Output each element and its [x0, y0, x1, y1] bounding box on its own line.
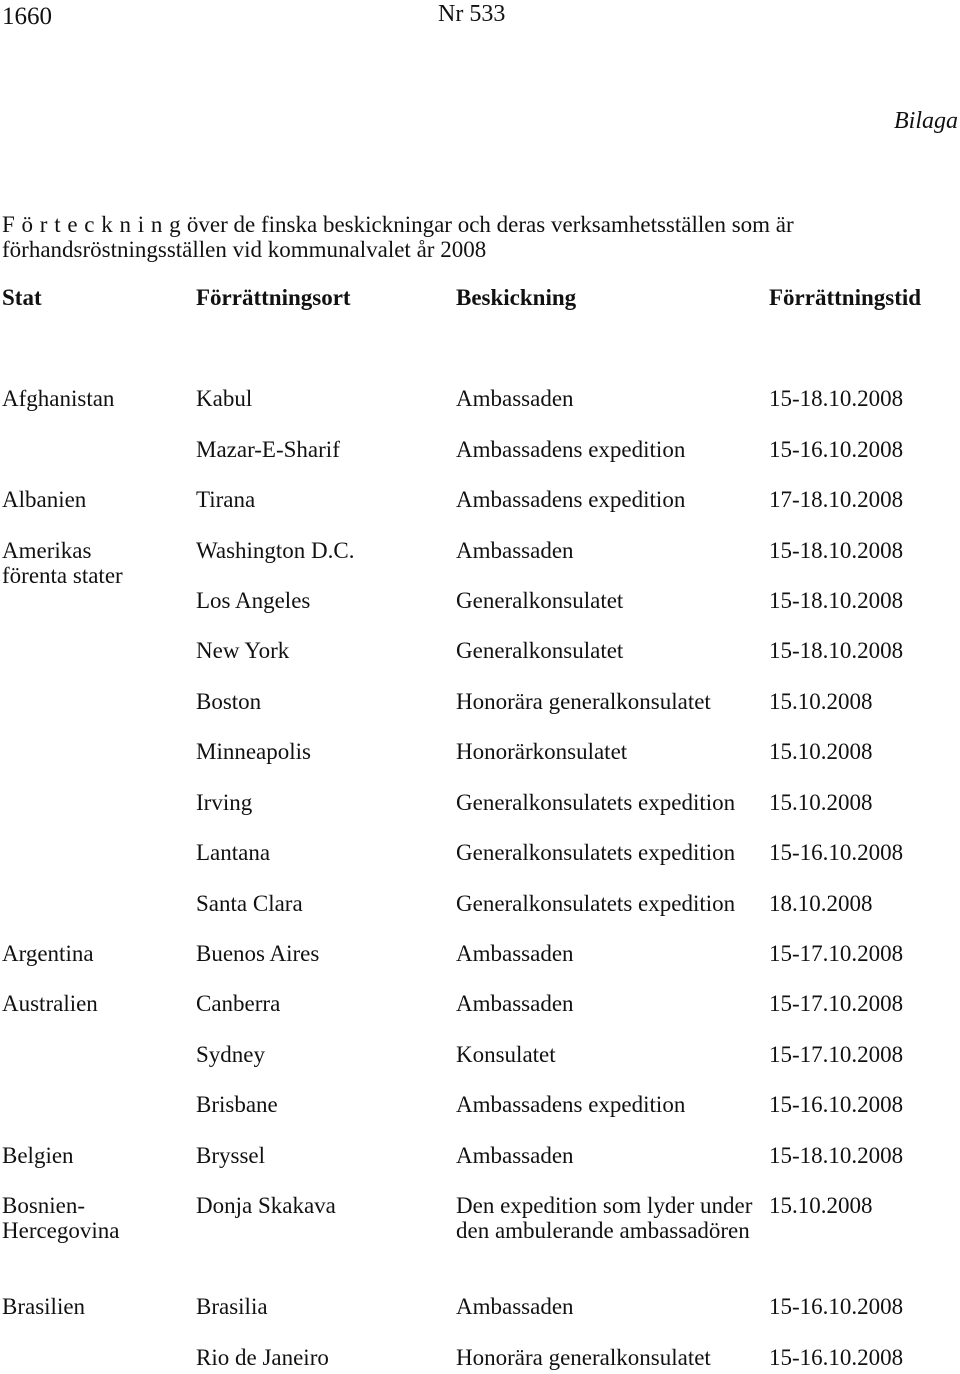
place-cell: Buenos Aires — [196, 941, 320, 966]
place-cell: Los Angeles — [196, 588, 311, 613]
place-cell: Sydney — [196, 1042, 265, 1067]
state-cell: Albanien — [2, 487, 87, 512]
column-header-state: Stat — [2, 285, 42, 310]
time-cell: 15-16.10.2008 — [769, 1345, 904, 1370]
mission-cell: Honorära generalkonsulatet — [456, 689, 711, 714]
time-cell: 15.10.2008 — [769, 790, 873, 815]
mission-cell: Ambassaden — [456, 386, 574, 411]
appendix-label: Bilaga — [894, 108, 958, 134]
time-cell: 15.10.2008 — [769, 1193, 873, 1218]
time-cell: 15-16.10.2008 — [769, 437, 904, 462]
time-cell: 15-18.10.2008 — [769, 1143, 904, 1168]
mission-cell: Ambassadens expedition — [456, 1092, 686, 1117]
column-header-mission: Beskickning — [456, 285, 577, 310]
time-cell: 15-16.10.2008 — [769, 1092, 904, 1117]
place-cell: Donja Skakava — [196, 1193, 336, 1218]
mission-cell: Ambassaden — [456, 941, 574, 966]
time-cell: 15-16.10.2008 — [769, 1294, 904, 1319]
place-cell: Minneapolis — [196, 739, 311, 764]
place-cell: Lantana — [196, 840, 271, 865]
mission-cell: Generalkonsulatet — [456, 588, 624, 613]
place-cell: Brasilia — [196, 1294, 268, 1319]
time-cell: 15-17.10.2008 — [769, 941, 904, 966]
time-cell: 15.10.2008 — [769, 739, 873, 764]
place-cell: Boston — [196, 689, 262, 714]
time-cell: 15-17.10.2008 — [769, 991, 904, 1016]
time-cell: 18.10.2008 — [769, 891, 873, 916]
mission-cell: Ambassadens expedition — [456, 487, 686, 512]
place-cell: Brisbane — [196, 1092, 278, 1117]
place-cell: Irving — [196, 790, 253, 815]
mission-cell: Ambassaden — [456, 1143, 574, 1168]
mission-cell: Ambassaden — [456, 1294, 574, 1319]
place-cell: Santa Clara — [196, 891, 303, 916]
page-number: 1660 — [2, 3, 52, 30]
document-title — [2, 212, 932, 262]
mission-cell: Generalkonsulatets expedition — [456, 790, 736, 815]
mission-cell: Ambassaden — [456, 991, 574, 1016]
column-header-time: Förrättningstid — [769, 285, 922, 310]
mission-cell: Den expedition som lyder under den ambulerande ambassadören — [456, 1193, 753, 1243]
time-cell: 15-17.10.2008 — [769, 1042, 904, 1067]
title-text: över de finska beskickningar och deras verksamhetsställen som är förhandsröstningsställen vid kommunalvalet år 2008 — [2, 212, 794, 262]
mission-cell: Generalkonsulatets expedition — [456, 891, 736, 916]
state-cell: Bosnien-Hercegovina — [2, 1193, 120, 1243]
time-cell: 15.10.2008 — [769, 689, 873, 714]
mission-cell: Ambassadens expedition — [456, 437, 686, 462]
state-cell: Belgien — [2, 1143, 74, 1168]
place-cell: New York — [196, 638, 290, 663]
state-cell: Afghanistan — [2, 386, 115, 411]
place-cell: Washington D.C. — [196, 538, 355, 563]
state-cell: Argentina — [2, 941, 94, 966]
time-cell: 17-18.10.2008 — [769, 487, 904, 512]
place-cell: Kabul — [196, 386, 253, 411]
state-cell: Brasilien — [2, 1294, 86, 1319]
time-cell: 15-18.10.2008 — [769, 538, 904, 563]
document-number: Nr 533 — [438, 1, 506, 27]
title-spaced-word: F ö r t e c k n i n g — [2, 212, 182, 237]
state-cell: Amerikas förenta stater — [2, 538, 123, 588]
place-cell: Tirana — [196, 487, 256, 512]
column-header-place: Förrättningsort — [196, 285, 351, 310]
time-cell: 15-18.10.2008 — [769, 386, 904, 411]
place-cell: Rio de Janeiro — [196, 1345, 329, 1370]
mission-cell: Generalkonsulatet — [456, 638, 624, 663]
place-cell: Bryssel — [196, 1143, 265, 1168]
mission-cell: Generalkonsulatets expedition — [456, 840, 736, 865]
place-cell: Mazar-E-Sharif — [196, 437, 340, 462]
mission-cell: Konsulatet — [456, 1042, 556, 1067]
mission-cell: Ambassaden — [456, 538, 574, 563]
time-cell: 15-18.10.2008 — [769, 588, 904, 613]
state-cell: Australien — [2, 991, 98, 1016]
place-cell: Canberra — [196, 991, 281, 1016]
time-cell: 15-18.10.2008 — [769, 638, 904, 663]
mission-cell: Honorärkonsulatet — [456, 739, 628, 764]
time-cell: 15-16.10.2008 — [769, 840, 904, 865]
mission-cell: Honorära generalkonsulatet — [456, 1345, 711, 1370]
